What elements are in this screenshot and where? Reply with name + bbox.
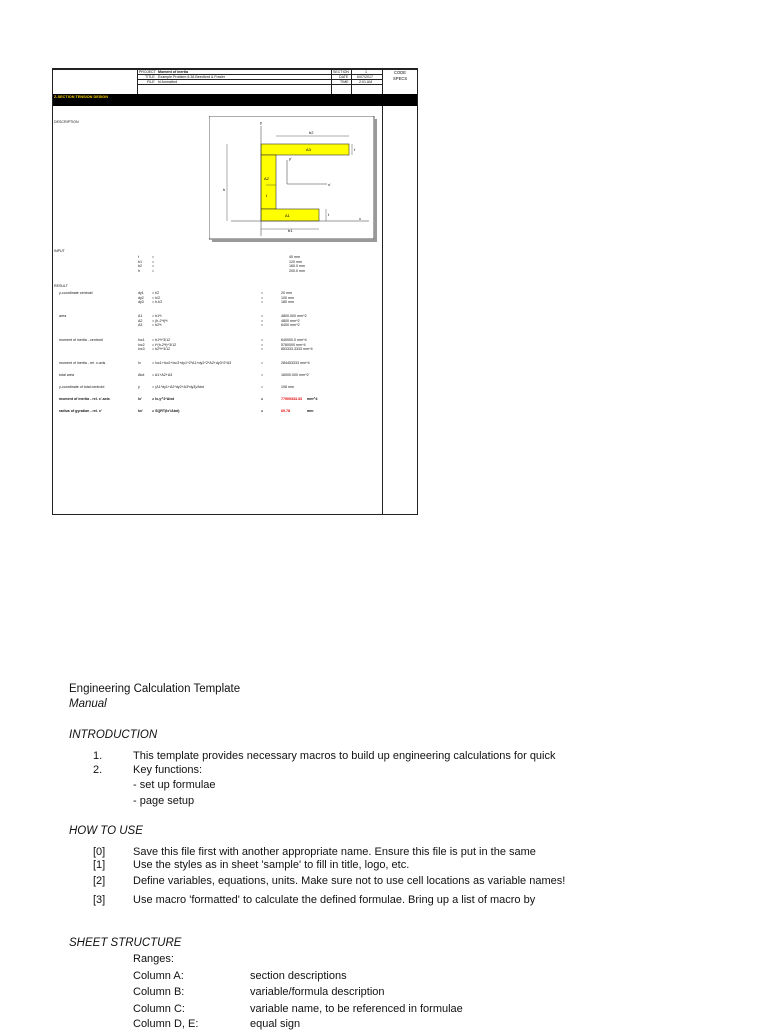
result-var: Atot — [138, 373, 145, 377]
result-var: Ix — [138, 361, 141, 365]
result-desc: y-coordinate of total centroid — [59, 385, 105, 389]
diagram-label: x' — [328, 182, 331, 187]
intro-text: This template provides necessary macros to build up engineering calculations for quick — [133, 750, 556, 762]
result-desc: moment of inertia - rel. x-axis — [59, 361, 106, 365]
range-desc: section descriptions — [250, 970, 347, 982]
input-value: 120 mm — [289, 259, 302, 264]
result-var: dy2 — [138, 295, 144, 300]
result-formula: = b1*t — [152, 314, 162, 318]
result-desc: total area — [59, 373, 74, 377]
range-desc: equal sign — [250, 1018, 301, 1030]
result-value: 180 mm — [281, 300, 294, 304]
description-label: DESCRIPTION — [54, 120, 79, 124]
result-var: dy1 — [138, 291, 144, 295]
result-desc: area — [59, 314, 67, 318]
input-var: h — [138, 268, 140, 273]
result-eq: = — [261, 361, 264, 365]
section-title-bar — [53, 94, 417, 106]
diagram-label: A1 — [285, 213, 290, 218]
result-eq: = — [261, 397, 264, 401]
howto-num: [0] — [93, 846, 106, 858]
range-desc: variable name, to be referenced in formulae — [250, 1003, 463, 1015]
result-desc: radius of gyration - rel. x' — [59, 409, 102, 413]
result-formula: = h-t/2 — [152, 300, 163, 304]
title-value: Example Problem 6.38 Beedford & Fowler — [158, 75, 226, 79]
diagram-label: x — [359, 216, 361, 221]
range-column: Column C: — [133, 1003, 185, 1015]
title-label: TITLE — [145, 75, 155, 79]
header-top-border — [53, 69, 417, 70]
result-value: 108 mm — [281, 385, 294, 389]
result-eq: = — [261, 300, 264, 304]
result-eq: = — [261, 385, 264, 389]
intro-num: 1. — [93, 750, 103, 762]
result-desc: moment of inertia - centroid — [59, 338, 103, 342]
project-label: PROJECT — [139, 70, 156, 74]
section-title: Z-SECTION TENSION DESIGN — [54, 95, 109, 99]
diagram-label: b2 — [309, 130, 314, 135]
input-value: 40 mm — [289, 255, 300, 259]
input-var: t — [138, 255, 139, 259]
file-value: hl-formatted — [158, 80, 178, 84]
howto-text: Define variables, equations, units. Make sure not to use cell locations as variable names! — [133, 875, 566, 887]
howto-num: [2] — [93, 875, 106, 887]
structure-heading: SHEET STRUCTURE — [69, 937, 182, 949]
howto-num: [3] — [93, 894, 106, 906]
header-row-line — [137, 84, 382, 85]
result-var: Ixc2 — [138, 342, 145, 347]
time-value: 2:01 AM — [359, 80, 373, 84]
result-var: y — [138, 385, 140, 389]
result-var: Ixc1 — [138, 338, 145, 342]
range-column: Column B: — [133, 986, 185, 998]
result-var: A3 — [138, 323, 143, 327]
result-value: 6400 mm^2 — [281, 323, 300, 327]
result-value: 77909333.33 — [281, 397, 302, 401]
diagram-label: A2 — [264, 176, 269, 181]
key-function: - set up formulae — [133, 779, 216, 791]
result-formula: = h/2 — [152, 295, 161, 300]
result-eq: = — [261, 295, 264, 300]
result-formula: = Ixc1+Ixc2+Ixc3+dy1^2*A1+dy2^2*A2+dy3^2*A3 — [152, 361, 232, 365]
result-value: 69.78 — [281, 409, 290, 413]
input-var: b1 — [138, 259, 142, 264]
result-formula: = b1*t^3/12 — [152, 338, 171, 342]
result-var: Ix' — [138, 397, 142, 401]
result-value: 20 mm — [281, 291, 292, 295]
date-value: 6/07/2017 — [357, 75, 373, 79]
diagram-label: t — [328, 212, 330, 217]
ranges-label: Ranges: — [133, 953, 174, 965]
result-desc: moment of inertia - rel. x'-axis — [59, 397, 110, 401]
howto-text: Save this file first with another appropriate name. Ensure this file is put in the same — [133, 846, 536, 858]
time-label: TIME — [340, 80, 349, 84]
input-eq: = — [152, 255, 155, 259]
result-formula: = Ix-y^2*Atot — [152, 397, 174, 401]
result-eq: = — [261, 342, 264, 347]
result-unit: mm — [307, 409, 314, 413]
result-var: Ixc3 — [138, 347, 145, 351]
range-desc: variable/formula description — [250, 986, 385, 998]
result-formula: = b2*t^3/12 — [152, 347, 171, 351]
diagram-label: t — [266, 193, 268, 198]
specs-label: SPECS — [393, 76, 408, 81]
result-value: 4800.000 mm^2 — [281, 314, 307, 318]
z-section-diagram — [209, 116, 377, 242]
project-value: Moment of inertia — [158, 70, 188, 74]
result-unit: mm^4 — [307, 397, 318, 401]
diagram-label: b1 — [288, 228, 293, 233]
result-eq: = — [261, 291, 264, 295]
input-value: 160.0 mm — [289, 264, 305, 268]
result-formula: = t/2 — [152, 291, 160, 295]
web-a2 — [261, 155, 276, 209]
input-label: INPUT — [54, 249, 65, 253]
result-value: 284453333 mm^4 — [281, 361, 310, 365]
result-eq: = — [261, 409, 264, 413]
diagram-label: A3 — [306, 147, 311, 152]
input-value: 200.0 mm — [289, 268, 305, 273]
result-eq: = — [261, 323, 264, 327]
section-value: 1 — [365, 70, 367, 74]
input-eq: = — [152, 268, 155, 273]
howto-num: [1] — [93, 859, 106, 871]
input-eq: = — [152, 264, 155, 268]
range-column: Column A: — [133, 970, 184, 982]
key-function: - page setup — [133, 795, 195, 807]
result-formula: = (A1*dy1+A2*dy2+A3*dy3)/Atot — [152, 385, 204, 389]
header-divider — [137, 69, 138, 94]
result-eq: = — [261, 347, 264, 351]
calculation-sheet — [52, 68, 418, 515]
result-value: 5760000 mm^4 — [281, 342, 306, 347]
result-var: A2 — [138, 318, 143, 323]
result-var: A1 — [138, 314, 143, 318]
howto-heading: HOW TO USE — [69, 825, 143, 837]
range-column: Column D, E: — [133, 1018, 199, 1030]
manual-subtitle: Manual — [69, 698, 107, 710]
code-label: CODE — [394, 70, 407, 75]
result-formula: = A1+A2+A3 — [152, 373, 173, 377]
diagram-label: h — [223, 187, 226, 192]
result-formula: = (h-2*t)*t — [152, 318, 168, 323]
result-formula: = b2*t — [152, 323, 162, 327]
result-eq: = — [261, 314, 264, 318]
diagram-label: t — [354, 147, 356, 152]
flange-a1 — [261, 209, 319, 221]
result-desc: y-coordinate centroid — [59, 291, 93, 295]
result-value: 100 mm — [281, 295, 294, 300]
result-value: 16000.000 mm^2 — [281, 373, 309, 377]
result-eq: = — [261, 318, 264, 323]
diagram-label: y — [260, 120, 262, 125]
intro-heading: INTRODUCTION — [69, 729, 158, 741]
result-formula: = SQRT(Ix'/Atot) — [152, 409, 180, 413]
result-value: 853333.3333 mm^4 — [281, 347, 313, 351]
input-var: b2 — [138, 264, 142, 268]
header-divider — [331, 69, 332, 94]
intro-num: 2. — [93, 764, 103, 776]
diagram-label: y' — [289, 156, 292, 161]
file-label: FILE — [147, 80, 155, 84]
result-label: RESULT — [54, 284, 68, 288]
column-divider — [382, 69, 383, 514]
header-divider — [351, 69, 352, 94]
result-eq: = — [261, 338, 264, 342]
howto-text: Use macro 'formatted' to calculate the defined formulae. Bring up a list of macro by — [133, 894, 536, 906]
result-var: kx' — [138, 409, 143, 413]
section-label: SECTION — [333, 70, 349, 74]
howto-text: Use the styles as in sheet 'sample' to fill in title, logo, etc. — [133, 859, 410, 871]
result-var: dy3 — [138, 300, 144, 304]
intro-text: Key functions: — [133, 764, 203, 776]
date-label: DATE — [339, 75, 349, 79]
input-eq: = — [152, 259, 155, 264]
result-formula: = t*(h-2*t)^3/12 — [152, 342, 177, 347]
result-value: 640000.0 mm^4 — [281, 338, 307, 342]
manual-title: Engineering Calculation Template — [69, 683, 241, 695]
flange-a3 — [261, 144, 349, 155]
result-eq: = — [261, 373, 264, 377]
result-value: 4800 mm^2 — [281, 318, 300, 323]
